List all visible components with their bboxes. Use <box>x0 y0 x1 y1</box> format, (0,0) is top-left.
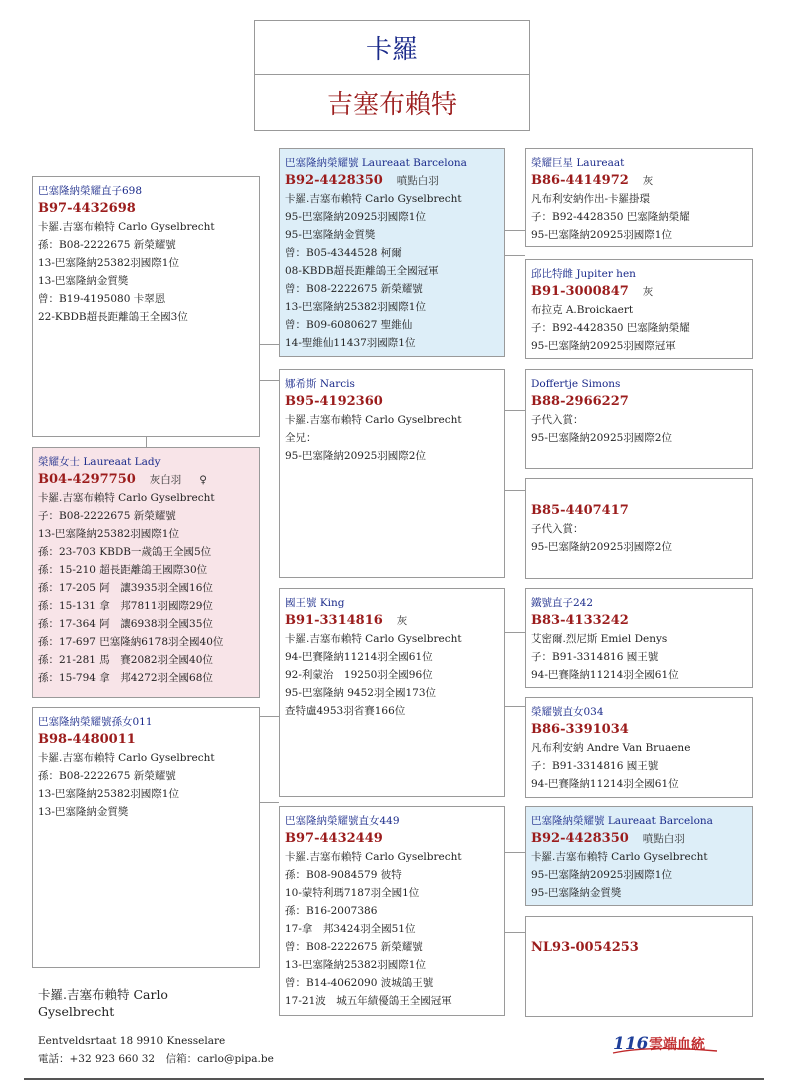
info-line: 孫：B08-2222675 新榮耀號 <box>38 239 176 251</box>
bird-name: 巴塞隆納榮耀號孫女011 <box>38 716 153 728</box>
info-line: 95-巴塞隆納20925羽國際冠軍 <box>531 340 676 352</box>
feather-color: 灰白羽 <box>149 474 182 486</box>
bird-name: 娜希斯 Narcis <box>285 378 355 390</box>
connector-gs-p4 <box>259 802 279 803</box>
info-line: 孫：15-794 拿 邦4272羽全國68位 <box>38 672 213 684</box>
card-parent-4 <box>279 806 505 1016</box>
info-line: 13-巴塞隆納金質獎 <box>38 806 129 818</box>
info-line: 94-巴賽隆納11214羽全國61位 <box>531 778 679 790</box>
info-line: 08-KBDB超長距離鴿王全國冠軍 <box>285 265 439 277</box>
connector-sire-dam <box>146 436 147 447</box>
info-line: 查特盧4953羽省賽166位 <box>285 705 406 717</box>
info-line: 95-巴塞隆納金質獎 <box>531 887 622 899</box>
info-line: 孫：B08-9084579 彼特 <box>285 869 402 881</box>
info-line: 曾：B09-6080627 聖維仙 <box>285 319 413 331</box>
info-line: 卡羅.吉塞布賴特 Carlo Gyselbrecht <box>285 633 462 645</box>
info-line: 卡羅.吉塞布賴特 Carlo Gyselbrecht <box>285 851 462 863</box>
owner-address-block <box>38 1032 274 1068</box>
info-line: 10-蒙特利瑪7187羽全國1位 <box>285 887 420 899</box>
info-line: 子代入賞： <box>531 414 584 426</box>
card-grandparent-5 <box>525 588 753 688</box>
info-line: 95-巴塞隆納金質獎 <box>285 229 376 241</box>
ring-number: NL93-0054253 <box>531 940 639 955</box>
info-line: 13-巴塞隆納25382羽國際1位 <box>38 528 179 540</box>
info-line: 孫：B08-2222675 新榮耀號 <box>38 770 176 782</box>
card-parent-1 <box>279 148 505 357</box>
card-parent-3 <box>279 588 505 797</box>
cloud-pedigree-logo-icon <box>611 1032 721 1056</box>
ring-number: B88-2966227 <box>531 394 629 409</box>
info-line: 子代入賞： <box>531 523 584 535</box>
bird-name: 巴塞隆納榮耀號 Laureaat Barcelona <box>531 815 713 827</box>
info-line: 曾：B05-4344528 柯爾 <box>285 247 402 259</box>
info-line: 全兄： <box>285 432 317 444</box>
info-line: 17-拿 邦3424羽全國51位 <box>285 923 416 935</box>
ring-number: B98-4480011 <box>38 732 136 747</box>
feather-color: 噴點白羽 <box>396 175 439 187</box>
info-line: 卡羅.吉塞布賴特 Carlo Gyselbrecht <box>285 414 462 426</box>
bird-name: 榮耀巨星 Laureaat <box>531 157 625 169</box>
connector-p3-g6 <box>504 706 525 707</box>
info-line: 子：B92-4428350 巴塞隆納榮耀 <box>531 322 690 334</box>
feather-color: 灰 <box>642 286 654 298</box>
info-line: 14-聖維仙11437羽國際1位 <box>285 337 416 349</box>
bird-name: 鐵號直子242 <box>531 597 594 609</box>
owner-address: Eentveldsrtaat 18 9910 Knesselare <box>38 1035 226 1047</box>
bird-name: Doffertje Simons <box>531 378 621 390</box>
card-grandparent-6 <box>525 697 753 798</box>
connector-sire-p2 <box>259 380 279 381</box>
ring-number: B92-4428350 噴點白羽 <box>285 173 439 188</box>
feather-color: 灰 <box>396 615 408 627</box>
info-line: 卡羅.吉塞布賴特 Carlo Gyselbrecht <box>285 193 462 205</box>
owner-name: 卡羅.吉塞布賴特 Carlo Gyselbrecht <box>38 987 168 1019</box>
card-grandparent-8 <box>525 916 753 1017</box>
info-line: 95-巴塞隆納20925羽國際1位 <box>531 869 672 881</box>
info-line: 孫：21-281 馬 賽2082羽全國40位 <box>38 654 213 666</box>
ring-number: B85-4407417 <box>531 503 629 518</box>
owner-contact: 電話：+32 923 660 32 信箱：carlo@pipa.be <box>38 1053 274 1065</box>
card-sire <box>32 176 260 437</box>
info-line: 13-巴塞隆納25382羽國際1位 <box>38 257 179 269</box>
ring-number: B04-4297750 灰白羽 ♀ <box>38 472 207 487</box>
bird-name: 國王號 King <box>285 597 345 609</box>
svg-text:116: 116 <box>613 1034 649 1054</box>
bird-name: 榮耀號直女034 <box>531 706 604 718</box>
brand-logo <box>611 1032 721 1056</box>
info-line: 13-巴塞隆納25382羽國際1位 <box>38 788 179 800</box>
ring-number: B97-4432449 <box>285 831 383 846</box>
feather-color: 噴點白羽 <box>642 833 685 845</box>
info-line: 94-巴賽隆納11214羽全國61位 <box>531 669 679 681</box>
bird-name: 巴塞隆納榮耀號 Laureaat Barcelona <box>285 157 467 169</box>
connector-p1-g2 <box>504 255 525 256</box>
card-grandparent-1 <box>525 148 753 247</box>
info-line: 94-巴賽隆納11214羽全國61位 <box>285 651 433 663</box>
connector-p1-g1 <box>504 230 525 231</box>
bird-name: 邱比特雌 Jupiter hen <box>531 268 636 280</box>
card-parent-2 <box>279 369 505 578</box>
info-line: 曾：B08-2222675 新榮耀號 <box>285 941 423 953</box>
info-line: 95-巴塞隆納20925羽國際1位 <box>531 229 672 241</box>
ring-number: B92-4428350 噴點白羽 <box>531 831 685 846</box>
info-line: 95-巴塞隆納20925羽國際2位 <box>531 541 672 553</box>
card-grandparent-3 <box>525 369 753 469</box>
card-grandparent-4 <box>525 478 753 579</box>
svg-text:雲端血統: 雲端血統 <box>649 1037 705 1053</box>
info-line: 13-巴塞隆納25382羽國際1位 <box>285 301 426 313</box>
ring-number: B83-4133242 <box>531 613 629 628</box>
info-line: 13-巴塞隆納25382羽國際1位 <box>285 959 426 971</box>
info-line: 凡布利安納 Andre Van Bruaene <box>531 742 691 754</box>
info-line: 22-KBDB超長距離鴿王全國3位 <box>38 311 188 323</box>
bird-name <box>531 484 747 502</box>
connector-p2-g4 <box>504 490 525 491</box>
info-line: 子：B92-4428350 巴塞隆納榮耀 <box>531 211 690 223</box>
info-line: 卡羅.吉塞布賴特 Carlo Gyselbrecht <box>38 752 215 764</box>
info-line: 孫：15-131 拿 邦7811羽國際29位 <box>38 600 213 612</box>
ring-number: B86-4414972 灰 <box>531 173 654 188</box>
info-line: 子：B91-3314816 國王號 <box>531 760 659 772</box>
info-line: 卡羅.吉塞布賴特 Carlo Gyselbrecht <box>531 851 708 863</box>
info-line: 卡羅.吉塞布賴特 Carlo Gyselbrecht <box>38 221 215 233</box>
info-line: 孫：17-364 阿 讓6938羽全國35位 <box>38 618 213 630</box>
info-line: 布拉克 A.Broickaert <box>531 304 634 316</box>
connector-p3-g5 <box>504 632 525 633</box>
card-dam <box>32 447 260 698</box>
breeder-name: 吉塞布賴特 <box>326 90 457 120</box>
info-line: 95-巴塞隆納20925羽國際1位 <box>285 211 426 223</box>
info-line: 子：B08-2222675 新榮耀號 <box>38 510 176 522</box>
ring-number: B91-3000847 灰 <box>531 284 654 299</box>
info-line: 95-巴塞隆納20925羽國際2位 <box>285 450 426 462</box>
info-line: 曾：B19-4195080 卡翠恩 <box>38 293 166 305</box>
bird-name: 巴塞隆納榮耀號直女449 <box>285 815 400 827</box>
ring-number: B95-4192360 <box>285 394 383 409</box>
info-line: 孫：17-205 阿 讓3935羽全國16位 <box>38 582 213 594</box>
info-line: 孫：15-210 超長距離鴿王國際30位 <box>38 564 208 576</box>
info-line: 卡羅.吉塞布賴特 Carlo Gyselbrecht <box>38 492 215 504</box>
connector-sire-p1 <box>259 344 279 345</box>
info-line: 92-利蒙治 19250羽全國96位 <box>285 669 433 681</box>
connector-gs-p3 <box>259 716 279 717</box>
info-line: 孫：17-697 巴塞隆納6178羽全國40位 <box>38 636 224 648</box>
ring-number: B91-3314816 灰 <box>285 613 408 628</box>
bird-name: 榮耀女士 Laureaat Lady <box>38 456 161 468</box>
pigeon-name: 卡羅 <box>255 21 529 75</box>
ring-number: B97-4432698 <box>38 201 136 216</box>
info-line: 95-巴塞隆納20925羽國際2位 <box>531 432 672 444</box>
footer-divider <box>24 1078 764 1080</box>
info-line: 艾密爾.烈尼斯 Emiel Denys <box>531 633 668 645</box>
info-line: 孫：B16-2007386 <box>285 905 378 917</box>
info-line: 曾：B08-2222675 新榮耀號 <box>285 283 423 295</box>
bird-name: 巴塞隆納榮耀直子698 <box>38 185 143 197</box>
info-line: 17-21波 城五年績優鴿王全國冠軍 <box>285 995 452 1007</box>
connector-p4-g7 <box>504 852 525 853</box>
connector-p4-g8 <box>504 932 525 933</box>
info-line: 曾：B14-4062090 波城鴿王號 <box>285 977 434 989</box>
card-grandparent-7 <box>525 806 753 906</box>
info-line: 95-巴塞隆納 9452羽全國173位 <box>285 687 437 699</box>
info-line: 孫：23-703 KBDB一歲鴿王全國5位 <box>38 546 212 558</box>
pedigree-title-box <box>254 20 530 131</box>
ring-number: B86-3391034 <box>531 722 629 737</box>
info-line: 子：B91-3314816 國王號 <box>531 651 659 663</box>
info-line: 13-巴塞隆納金質獎 <box>38 275 129 287</box>
card-grandparent-2 <box>525 259 753 359</box>
connector-p2-g3 <box>504 410 525 411</box>
card-granddaughter <box>32 707 260 968</box>
info-line: 凡布利安納作出-卡羅掛環 <box>531 193 651 205</box>
female-symbol-icon: ♀ <box>199 474 207 486</box>
feather-color: 灰 <box>642 175 654 187</box>
